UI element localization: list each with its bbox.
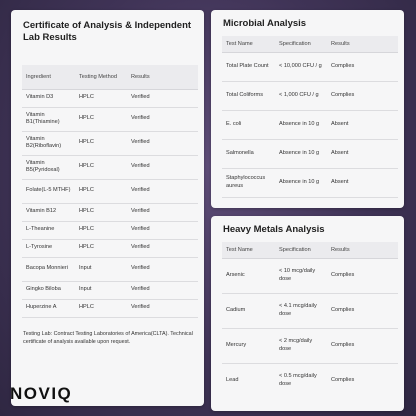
specification-cell: Absence in 10 g <box>279 120 320 127</box>
table-row <box>22 89 198 107</box>
test-name-cell: Staphylococcus aureus <box>226 175 266 189</box>
result-cell: Absent <box>331 178 349 185</box>
ingredient-cell: Vitamin B5(Pyridoxal) <box>26 159 60 173</box>
microbial-table <box>222 36 398 198</box>
test-name-cell: E. coli <box>226 120 242 127</box>
result-cell: Verified <box>131 304 150 311</box>
result-cell: Verified <box>131 286 150 293</box>
table-row <box>22 107 198 131</box>
microbial-header-row <box>222 36 398 52</box>
test-name-cell: Arsenic <box>226 271 245 278</box>
method-cell: HPLC <box>79 163 94 170</box>
method-cell: HPLC <box>79 304 94 311</box>
result-cell: Verified <box>131 187 150 194</box>
result-cell: Complies <box>331 306 355 313</box>
table-row <box>222 110 398 139</box>
column-header-results: Results <box>331 40 350 47</box>
result-cell: Verified <box>131 94 150 101</box>
table-row <box>222 139 398 168</box>
testing-lab-footnote: Testing Lab: Contract Testing Laboratories of America(CLTA). Technical certificate of analysis available upon request. <box>23 331 193 345</box>
table-row <box>222 363 398 398</box>
specification-cell: < 10,000 CFU / g <box>279 62 322 69</box>
test-name-cell: Total Coliforms <box>226 91 263 98</box>
test-name-cell: Lead <box>226 377 239 383</box>
table-row <box>222 52 398 81</box>
coa-table <box>22 65 198 318</box>
test-name-cell: Total Plate Count <box>226 62 269 69</box>
specification-cell: < 10 mcg/daily dose <box>279 268 316 282</box>
coa-card <box>11 10 204 406</box>
brand-logo: NOVIQ <box>10 384 73 403</box>
test-name-cell: Mercury <box>226 341 247 348</box>
result-cell: Complies <box>331 62 355 69</box>
table-row <box>22 299 198 317</box>
microbial-title: Microbial Analysis <box>223 18 307 29</box>
column-header-results: Results <box>131 73 150 80</box>
method-cell: HPLC <box>79 115 94 122</box>
method-cell: Input <box>79 265 92 272</box>
table-row <box>222 258 398 293</box>
table-row <box>22 179 198 203</box>
table-row <box>22 203 198 221</box>
column-header-specification: Specification <box>279 40 311 47</box>
ingredient-cell: Gingko Biloba <box>26 286 61 293</box>
result-cell: Complies <box>331 377 355 383</box>
ingredient-cell: Folate(L-5 MTHF) <box>26 187 71 194</box>
heavy-metals-card <box>211 216 404 411</box>
column-header-specification: Specification <box>279 246 311 253</box>
result-cell: Absent <box>331 149 349 156</box>
method-cell: HPLC <box>79 208 94 215</box>
table-row <box>22 257 198 281</box>
table-row <box>222 168 398 197</box>
test-name-cell: Cadium <box>226 306 246 313</box>
result-cell: Absent <box>331 120 349 127</box>
result-cell: Verified <box>131 163 150 170</box>
ingredient-cell: L-Theanine <box>26 226 55 233</box>
column-header-results: Results <box>331 246 350 253</box>
result-cell: Complies <box>331 341 355 348</box>
table-row <box>222 328 398 363</box>
table-row <box>22 155 198 179</box>
table-row <box>222 293 398 328</box>
specification-cell: Absence in 10 g <box>279 149 320 156</box>
heavy-metals-table <box>222 242 398 398</box>
ingredient-cell: Vitamin B2(Riboflavin) <box>26 135 62 149</box>
ingredient-cell: Vitamin B1(Thiamine) <box>26 111 60 125</box>
column-header-ingredient: Ingredient <box>26 73 51 80</box>
column-header-test-name: Test Name <box>226 246 253 253</box>
method-cell: Input <box>79 286 92 293</box>
microbial-card <box>211 10 404 208</box>
heavy-metals-title: Heavy Metals Analysis <box>223 224 325 235</box>
column-header-testing-method: Testing Method <box>79 73 117 80</box>
specification-cell: < 0.5 mcg/daily dose <box>279 373 317 387</box>
result-cell: Verified <box>131 244 150 251</box>
result-cell: Verified <box>131 139 150 146</box>
specification-cell: < 2 mcg/daily dose <box>279 338 313 352</box>
ingredient-cell: L-Tyrosine <box>26 244 53 251</box>
specification-cell: < 1,000 CFU / g <box>279 91 319 98</box>
result-cell: Verified <box>131 115 150 122</box>
method-cell: HPLC <box>79 139 94 146</box>
ingredient-cell: Bacopa Monnieri <box>26 265 68 272</box>
coa-header-row <box>22 65 198 89</box>
result-cell: Complies <box>331 271 355 278</box>
result-cell: Verified <box>131 226 150 233</box>
method-cell: HPLC <box>79 226 94 233</box>
test-name-cell: Salmonella <box>226 149 254 156</box>
specification-cell: < 4.1 mcg/daily dose <box>279 303 317 317</box>
method-cell: HPLC <box>79 244 94 251</box>
metals-header-row <box>222 242 398 258</box>
table-row <box>22 239 198 257</box>
ingredient-cell: Huperzine A <box>26 304 57 311</box>
column-header-test-name: Test Name <box>226 40 253 47</box>
method-cell: HPLC <box>79 94 94 101</box>
method-cell: HPLC <box>79 187 94 194</box>
specification-cell: Absence in 10 g <box>279 178 320 185</box>
table-row <box>22 281 198 299</box>
coa-title: Certificate of Analysis & Independent Lab Results <box>23 20 192 43</box>
ingredient-cell: Vitamin B12 <box>26 208 57 215</box>
result-cell: Verified <box>131 208 150 215</box>
ingredient-cell: Vitamin D3 <box>26 94 54 101</box>
table-row <box>22 221 198 239</box>
result-cell: Complies <box>331 91 355 98</box>
result-cell: Verified <box>131 265 150 272</box>
table-row <box>222 81 398 110</box>
table-row <box>22 131 198 155</box>
